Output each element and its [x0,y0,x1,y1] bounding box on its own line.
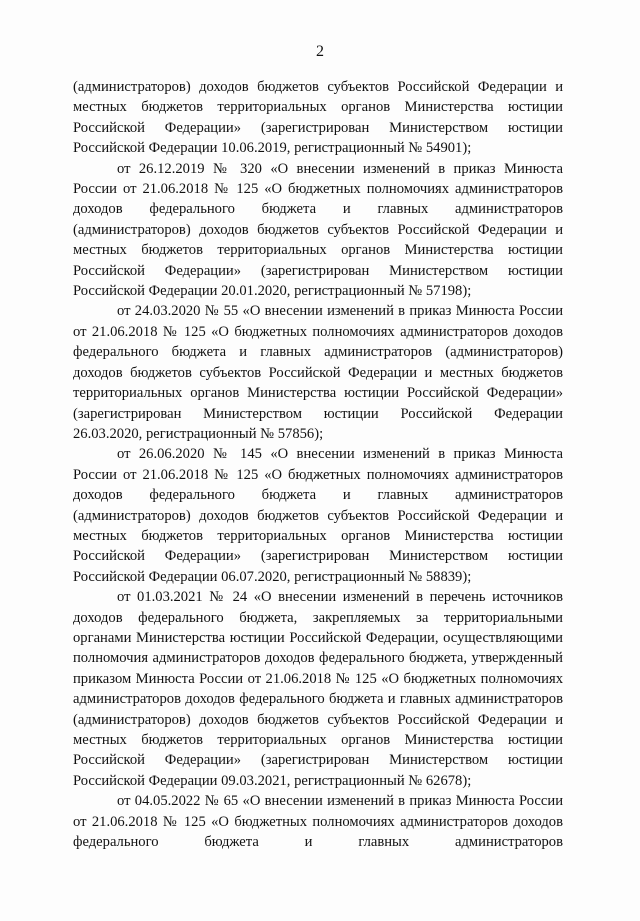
paragraph-order-65: от 04.05.2022 № 65 «О внесении изменений в приказ Минюста России от 21.06.2018 № 125 «О бюджетных полномочиях администраторов доходов федерального бюджета и главных администраторов [73,793,563,851]
paragraph-order-55: от 24.03.2020 № 55 «О внесении изменений в приказ Минюста России от 21.06.2018 № 125 «О бюджетных полномочиях администраторов доходов федерального бюджета и главных администраторов (администраторов) доходов бюджетов субъектов Российской Федерации и местных бюджетов территориальных органов Министерства юстиции Российской Федерации» (зарегистрирован Министерством юстиции Российской Федерации 26.03.2020, регистрационный № 57856); [73,303,563,442]
paragraph-continuation: (администраторов) доходов бюджетов субъектов Российской Федерации и местных бюджетов территориальных органов Министерства юстиции Российской Федерации» (зарегистрирован Министерством юстиции Российской Федерации 10.06.2019, регистрационный № 54901); [73,79,563,157]
document-body [73,77,563,852]
page-number: 2 [316,43,324,60]
paragraph-order-145: от 26.06.2020 № 145 «О внесении изменений в приказ Минюста России от 21.06.2018 № 125 «О бюджетных полномочиях администраторов доходов федерального бюджета и главных администраторов (администраторов) доходов бюджетов субъектов Российской Федерации и местных бюджетов территориальных органов Министерства юстиции Российской Федерации» (зарегистрирован Министерством юстиции Российской Федерации 06.07.2020, регистрационный № 58839); [73,446,563,585]
paragraph-order-320: от 26.12.2019 № 320 «О внесении изменений в приказ Минюста России от 21.06.2018 № 125 «О бюджетных полномочиях администраторов доходов федерального бюджета и главных администраторов (администраторов) доходов бюджетов субъектов Российской Федерации и местных бюджетов территориальных органов Министерства юстиции Российской Федерации» (зарегистрирован Министерством юстиции Российской Федерации 20.01.2020, регистрационный № 57198); [73,160,563,300]
paragraph-order-24: от 01.03.2021 № 24 «О внесении изменений в перечень источников доходов федерального бюджета, закрепляемых за территориальными органами Министерства юстиции Российской Федерации, осуществляющими полномочия администраторов доходов федерального бюджета, утвержденный приказом Минюста России от 21.06.2018 № 125 «О бюджетных полномочиях администраторов доходов федерального бюджета и главных администраторов (администраторов) доходов бюджетов субъектов Российской Федерации и местных бюджетов территориальных органов Министерства юстиции Российской Федерации» (зарегистрирован Министерством юстиции Российской Федерации 09.03.2021, регистрационный № 62678); [73,589,563,789]
